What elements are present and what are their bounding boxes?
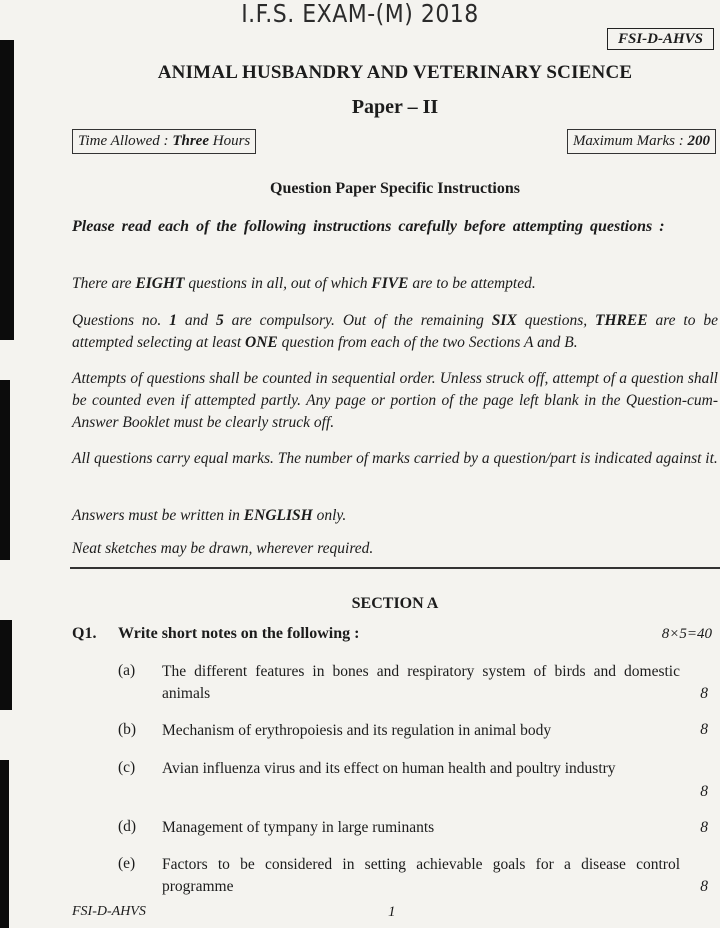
section-heading: SECTION A <box>351 595 439 612</box>
marks-value: 200 <box>687 133 710 149</box>
paper-code-box: FSI-D-AHVS <box>607 28 714 50</box>
part-text: Mechanism of erythropoiesis and its regulation in animal body <box>162 722 552 739</box>
time-unit: Hours <box>208 133 251 149</box>
instruction-paragraph: There are EIGHT questions in all, out of which FIVE are to be attempted. <box>72 275 536 292</box>
part-marks: 8 <box>700 685 708 702</box>
part-marks: 8 <box>700 819 708 836</box>
instruction-paragraph: Questions no. 1 and 5 are compulsory. Out of the remaining SIX questions, THREE are to be attempted selecting at least ONE question from each of the two Sections A and B. <box>72 312 719 351</box>
question-marks: 8×5=40 <box>661 626 712 642</box>
instruction-paragraph: All questions carry equal marks. The number of marks carried by a question/part is indicated against it. <box>72 450 718 467</box>
part-label: (d) <box>118 818 137 835</box>
time-value: Three <box>172 133 209 149</box>
question-text: Write short notes on the following : <box>118 625 360 642</box>
time-label: Time Allowed : <box>78 133 173 149</box>
part-text: The different features in bones and respiratory system of birds and domestic animals <box>162 663 680 702</box>
instructions-heading: Question Paper Specific Instructions <box>270 180 520 197</box>
part-label: (b) <box>118 721 137 738</box>
instruction-paragraph: Neat sketches may be drawn, wherever required. <box>72 540 374 557</box>
handwritten-exam-note: I.F.S. EXAM-(M) 2018 <box>241 0 479 29</box>
scan-edge <box>0 380 10 560</box>
paper-number: Paper – II <box>351 96 439 118</box>
part-label: (c) <box>118 759 136 776</box>
part-label: (a) <box>118 662 136 679</box>
instruction-paragraph: Attempts of questions shall be counted in sequential order. Unless struck off, attempt of a question shall be counted even if attempted partly. Any page or portion of the page left blank in the Question-cum-Answer Booklet must be clearly struck off. <box>72 370 718 431</box>
part-marks: 8 <box>700 783 708 800</box>
instructions-intro: Please read each of the following instructions carefully before attempting questions : <box>72 218 665 235</box>
page-number: 1 <box>388 904 396 920</box>
instruction-paragraph: Answers must be written in ENGLISH only. <box>72 507 347 524</box>
part-marks: 8 <box>700 878 708 895</box>
maximum-marks-box <box>567 129 716 154</box>
question-number: Q1. <box>72 625 97 642</box>
time-allowed-box <box>72 129 256 154</box>
part-text: Avian influenza virus and its effect on human health and poultry industry <box>162 760 616 777</box>
part-label: (e) <box>118 855 136 872</box>
scan-edge <box>0 620 12 710</box>
part-text: Factors to be considered in setting achievable goals for a disease control programme <box>162 856 680 895</box>
scan-edge <box>0 760 9 928</box>
part-text: Management of tympany in large ruminants <box>162 819 435 836</box>
page-title: ANIMAL HUSBANDRY AND VETERINARY SCIENCE <box>157 62 633 83</box>
marks-label: Maximum Marks : <box>572 133 688 149</box>
divider <box>70 567 720 569</box>
footer-paper-code: FSI-D-AHVS <box>72 904 146 919</box>
part-marks: 8 <box>700 721 708 738</box>
